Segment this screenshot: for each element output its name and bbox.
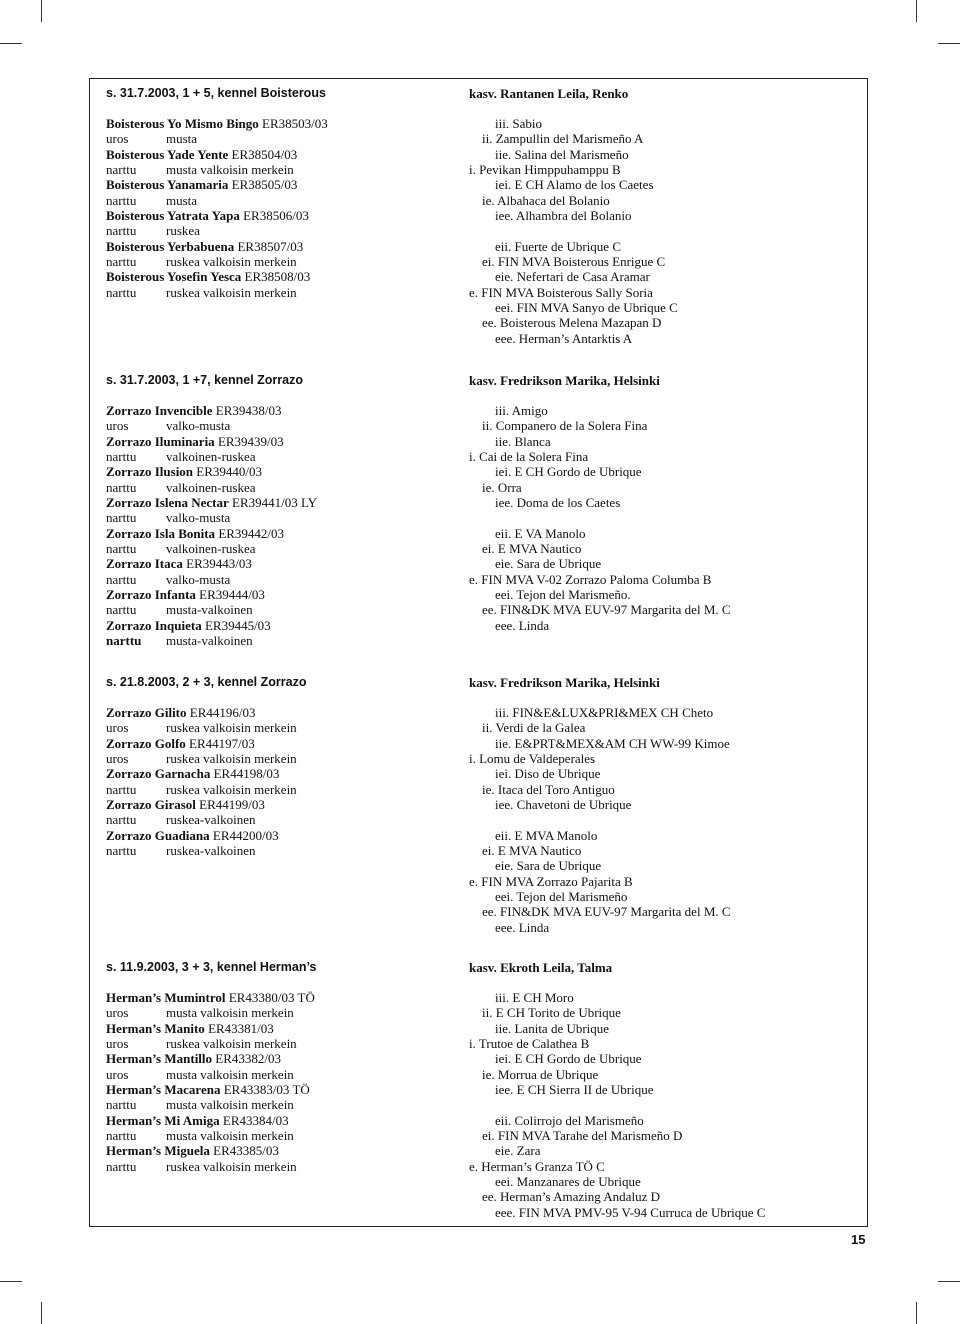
breeder-header: kasv. Ekroth Leila, Talma	[469, 960, 613, 975]
dog-registration: ER39444/03	[199, 587, 265, 603]
dog-sex: narttu	[106, 812, 137, 828]
dog-sex: narttu	[106, 541, 137, 557]
crop-mark	[938, 43, 960, 44]
pedigree-entry: ii. Verdi de la Galea	[469, 720, 586, 736]
dog-name-line	[106, 766, 461, 781]
dog-sex-color-line	[106, 285, 461, 300]
dog-name: Zorrazo Ilusion	[106, 464, 194, 480]
dog-registration: ER43382/03	[215, 1051, 282, 1067]
dog-sex: narttu	[106, 1158, 137, 1174]
pedigree-column	[469, 960, 864, 1220]
dog-sex: narttu	[106, 843, 137, 859]
dog-name-line	[106, 828, 461, 843]
pedigree-entry: ei. FIN MVA Boisterous Enrigue C	[469, 254, 666, 270]
dog-color: valkoinen-ruskea	[166, 449, 256, 465]
dog-registration: ER44200/03	[212, 827, 279, 843]
dog-color: musta valkoisin merkein	[166, 1097, 294, 1113]
dog-registration: ER38505/03	[231, 177, 298, 193]
dog-name: Zorrazo Guadiana	[106, 827, 210, 843]
litter-header: s. 21.8.2003, 2 + 3, kennel Zorrazo	[106, 675, 307, 689]
pedigree-entry: eei. Tejon del Marismeño	[469, 889, 628, 905]
pedigree-entry: ie. Orra	[469, 479, 522, 495]
dog-sex: uros	[106, 1005, 129, 1021]
dog-name: Boisterous Yatrata Yapa	[106, 208, 240, 224]
dog-registration: ER38507/03	[237, 238, 304, 254]
dog-name-line	[106, 618, 461, 633]
dog-name-line	[106, 116, 461, 131]
dog-name-line	[106, 208, 461, 223]
dog-name: Boisterous Yerbabuena	[106, 238, 235, 254]
dog-name-line	[106, 705, 461, 720]
pedigree-entry: i. Lomu de Valdeperales	[469, 751, 596, 767]
dog-name-line	[106, 239, 461, 254]
dog-sex-color-line	[106, 162, 461, 177]
dog-sex: narttu	[106, 479, 137, 495]
dog-name: Herman’s Miguela	[106, 1143, 210, 1159]
dog-registration: ER38508/03	[244, 269, 311, 285]
dog-color: ruskea valkoisin merkein	[166, 254, 297, 270]
dog-name-line	[106, 1082, 461, 1097]
dog-name-line	[106, 1113, 461, 1128]
dog-sex: uros	[106, 751, 129, 767]
pedigree-entry: ie. Albahaca del Bolanio	[469, 192, 610, 208]
pedigree-column	[469, 373, 864, 633]
pedigree-entry: i. Trutoe de Calathea B	[469, 1036, 590, 1052]
dog-sex-color-line	[106, 254, 461, 269]
crop-mark	[916, 1302, 917, 1324]
dog-color: ruskea-valkoinen	[166, 843, 256, 859]
dog-sex-color-line	[106, 782, 461, 797]
pedigree-entry: iii. FIN&E&LUX&PRI&MEX CH Cheto	[469, 705, 714, 720]
pedigree-entry: iee. Chavetoni de Ubrique	[469, 797, 632, 813]
dog-registration: ER44197/03	[189, 735, 255, 751]
dog-name-line	[106, 147, 461, 162]
dog-sex-color-line	[106, 1067, 461, 1082]
dog-name: Zorrazo Garnacha	[106, 766, 211, 782]
dog-sex: narttu	[106, 571, 137, 587]
pedigree-entry: iie. E&PRT&MEX&AM CH WW-99 Kimoe	[469, 735, 730, 751]
pedigree-entry: ee. Boisterous Melena Mazapan D	[469, 315, 662, 331]
litter-dogs-column	[106, 373, 461, 649]
dog-name: Zorrazo Itaca	[106, 556, 183, 572]
dog-color: valkoinen-ruskea	[166, 479, 256, 495]
dog-name: Herman’s Mi Amiga	[106, 1112, 220, 1128]
dog-registration: ER43385/03	[213, 1143, 279, 1159]
dog-color: musta valkoisin merkein	[166, 1128, 294, 1144]
dog-name: Zorrazo Isla Bonita	[106, 525, 216, 541]
dog-color: musta-valkoinen	[166, 633, 253, 649]
pedigree-entry: ei. FIN MVA Tarahe del Marismeño D	[469, 1128, 683, 1144]
dog-color: ruskea valkoisin merkein	[166, 1036, 297, 1052]
dog-registration: ER43380/03 TÖ	[228, 990, 315, 1005]
dog-name: Zorrazo Gilito	[106, 705, 187, 720]
dog-name: Boisterous Yo Mismo Bingo	[106, 116, 259, 131]
pedigree-entry: iee. Alhambra del Bolanio	[469, 208, 632, 224]
dog-sex: narttu	[106, 602, 137, 618]
dog-name: Zorrazo Inquieta	[106, 617, 202, 633]
dog-sex: narttu	[106, 284, 137, 300]
dog-name-line	[106, 434, 461, 449]
litter-header: s. 11.9.2003, 3 + 3, kennel Herman’s	[106, 960, 317, 974]
dog-color: musta valkoisin merkein	[166, 1005, 294, 1021]
dog-sex-color-line	[106, 510, 461, 525]
dog-sex-color-line	[106, 720, 461, 735]
dog-name-line	[106, 403, 461, 418]
dog-sex-color-line	[106, 1097, 461, 1112]
pedigree-entry: eee. Linda	[469, 919, 550, 935]
dog-registration: ER43381/03	[208, 1020, 274, 1036]
dog-sex-color-line	[106, 1036, 461, 1051]
dog-name-line	[106, 556, 461, 571]
dog-sex-color-line	[106, 480, 461, 495]
pedigree-entry: iie. Salina del Marismeño	[469, 146, 629, 162]
breeder-header: kasv. Fredrikson Marika, Helsinki	[469, 373, 660, 388]
dog-registration: ER43384/03	[222, 1112, 289, 1128]
dog-registration: ER38503/03	[262, 116, 328, 131]
pedigree-entry: iee. E CH Sierra II de Ubrique	[469, 1082, 654, 1098]
crop-mark	[41, 0, 42, 22]
dog-color: valko-musta	[166, 510, 231, 526]
dog-sex: uros	[106, 418, 129, 434]
dog-sex-color-line	[106, 131, 461, 146]
dog-name-line	[106, 177, 461, 192]
pedigree-entry: eii. E MVA Manolo	[469, 827, 598, 843]
dog-color: musta-valkoinen	[166, 602, 253, 618]
dog-sex-color-line	[106, 843, 461, 858]
dog-name-line	[106, 526, 461, 541]
pedigree-entry: e. FIN MVA V-02 Zorrazo Paloma Columba B	[469, 571, 712, 587]
pedigree-entry: eii. Colirrojo del Marismeño	[469, 1112, 644, 1128]
dog-name-line	[106, 269, 461, 284]
dog-color: ruskea valkoisin merkein	[166, 720, 297, 736]
pedigree-entry: eee. Linda	[469, 617, 550, 633]
breeder-header: kasv. Rantanen Leila, Renko	[469, 86, 629, 101]
dog-color: ruskea	[166, 223, 200, 239]
page-number: 15	[851, 1232, 866, 1247]
pedigree-entry: eei. FIN MVA Sanyo de Ubrique C	[469, 300, 678, 316]
dog-color: valko-musta	[166, 571, 231, 587]
pedigree-entry: ei. E MVA Nautico	[469, 843, 582, 859]
dog-registration: ER43383/03 TÖ	[223, 1082, 310, 1098]
dog-sex: uros	[106, 131, 129, 147]
pedigree-entry: iii. E CH Moro	[469, 990, 574, 1005]
pedigree-entry: eie. Nefertari de Casa Aramar	[469, 269, 650, 285]
pedigree-column	[469, 86, 864, 346]
pedigree-entry: iei. E CH Gordo de Ubrique	[469, 464, 642, 480]
pedigree-entry: iii. Amigo	[469, 403, 548, 418]
dog-name: Zorrazo Iluminaria	[106, 433, 215, 449]
litter-header: s. 31.7.2003, 1 + 5, kennel Boisterous	[106, 86, 326, 100]
dog-sex-color-line	[106, 223, 461, 238]
pedigree-entry: i. Cai de la Solera Fina	[469, 449, 589, 465]
dog-color: ruskea valkoisin merkein	[166, 284, 297, 300]
dog-name-line	[106, 990, 461, 1005]
dog-sex-color-line	[106, 1159, 461, 1174]
dog-sex: narttu	[106, 223, 137, 239]
dog-color: valko-musta	[166, 418, 231, 434]
dog-color: musta valkoisin merkein	[166, 162, 294, 178]
litter-dogs-column	[106, 86, 461, 300]
pedigree-entry: eii. E VA Manolo	[469, 525, 586, 541]
dog-name-line	[106, 1021, 461, 1036]
dog-color: musta	[166, 192, 198, 208]
dog-name: Boisterous Yosefin Yesca	[106, 269, 242, 285]
dog-sex: narttu	[106, 192, 137, 208]
dog-registration: ER39438/03	[215, 403, 282, 418]
pedigree-entry: ee. FIN&DK MVA EUV-97 Margarita del M. C	[469, 602, 731, 618]
dog-sex-color-line	[106, 193, 461, 208]
dog-name-line	[106, 1143, 461, 1158]
dog-sex-color-line	[106, 541, 461, 556]
dog-sex: narttu	[106, 633, 142, 649]
dog-sex: uros	[106, 720, 129, 736]
dog-name: Herman’s Mantillo	[106, 1051, 213, 1067]
dog-name: Boisterous Yanamaria	[106, 177, 229, 193]
dog-color: ruskea valkoisin merkein	[166, 751, 297, 767]
litter-dogs-column	[106, 675, 461, 858]
dog-sex-color-line	[106, 449, 461, 464]
dog-registration: ER39443/03	[186, 556, 252, 572]
pedigree-entry: ei. E MVA Nautico	[469, 541, 582, 557]
dog-color: musta	[166, 131, 198, 147]
litter-dogs-column	[106, 960, 461, 1174]
dog-sex-color-line	[106, 1128, 461, 1143]
pedigree-entry: ie. Morrua de Ubrique	[469, 1066, 599, 1082]
dog-sex: narttu	[106, 449, 137, 465]
dog-name: Zorrazo Infanta	[106, 587, 196, 603]
crop-mark	[0, 43, 22, 44]
pedigree-entry: ie. Itaca del Toro Antiguo	[469, 781, 615, 797]
dog-registration: ER39440/03	[196, 464, 263, 480]
dog-sex: uros	[106, 1036, 129, 1052]
pedigree-entry: iei. E CH Alamo de los Caetes	[469, 177, 654, 193]
pedigree-entry: iii. Sabio	[469, 116, 542, 131]
dog-sex: narttu	[106, 1128, 137, 1144]
breeder-header: kasv. Fredrikson Marika, Helsinki	[469, 675, 660, 690]
dog-sex: uros	[106, 1066, 129, 1082]
pedigree-column	[469, 675, 864, 935]
dog-name-line	[106, 587, 461, 602]
crop-mark	[938, 1281, 960, 1282]
dog-sex-color-line	[106, 633, 461, 648]
dog-name: Herman’s Manito	[106, 1020, 205, 1036]
dog-sex: narttu	[106, 781, 137, 797]
dog-name-line	[106, 797, 461, 812]
dog-color: ruskea-valkoinen	[166, 812, 256, 828]
dog-name-line	[106, 495, 461, 510]
dog-sex: narttu	[106, 254, 137, 270]
pedigree-entry: ii. Zampullin del Marismeño A	[469, 131, 644, 147]
dog-sex-color-line	[106, 812, 461, 827]
pedigree-entry: iei. E CH Gordo de Ubrique	[469, 1051, 642, 1067]
pedigree-entry: eii. Fuerte de Ubrique C	[469, 238, 621, 254]
dog-registration: ER39441/03 LY	[232, 495, 318, 511]
pedigree-entry: eei. Manzanares de Ubrique	[469, 1174, 641, 1190]
pedigree-entry: eei. Tejon del Marismeño.	[469, 587, 631, 603]
litter-header: s. 31.7.2003, 1 +7, kennel Zorrazo	[106, 373, 303, 387]
pedigree-entry: ee. FIN&DK MVA EUV-97 Margarita del M. C	[469, 904, 731, 920]
dog-name: Herman’s Mumintrol	[106, 990, 226, 1005]
dog-color: valkoinen-ruskea	[166, 541, 256, 557]
pedigree-entry: e. Herman’s Granza TÖ C	[469, 1158, 605, 1174]
dog-sex: narttu	[106, 510, 137, 526]
dog-name: Zorrazo Islena Nectar	[106, 495, 229, 511]
dog-name-line	[106, 1051, 461, 1066]
dog-registration: ER39445/03	[204, 617, 271, 633]
dog-color: ruskea valkoisin merkein	[166, 1158, 297, 1174]
dog-sex: narttu	[106, 1097, 137, 1113]
pedigree-entry: ii. E CH Torito de Ubrique	[469, 1005, 621, 1021]
crop-mark	[41, 1302, 42, 1324]
dog-name-line	[106, 464, 461, 479]
dog-sex-color-line	[106, 418, 461, 433]
dog-sex: narttu	[106, 162, 137, 178]
dog-name: Zorrazo Girasol	[106, 797, 196, 813]
dog-name: Herman’s Macarena	[106, 1082, 221, 1098]
dog-color: ruskea valkoisin merkein	[166, 781, 297, 797]
dog-registration: ER39439/03	[217, 433, 284, 449]
dog-name-line	[106, 736, 461, 751]
pedigree-entry: i. Pevikan Himppuhamppu B	[469, 162, 621, 178]
pedigree-entry: eee. FIN MVA PMV-95 V-94 Curruca de Ubrique C	[469, 1204, 766, 1220]
page-frame	[89, 78, 868, 1227]
crop-mark	[0, 1281, 22, 1282]
pedigree-entry: iie. Blanca	[469, 433, 551, 449]
pedigree-entry: eie. Sara de Ubrique	[469, 556, 602, 572]
crop-mark	[916, 0, 917, 22]
dog-name: Zorrazo Golfo	[106, 735, 186, 751]
dog-registration: ER38506/03	[243, 208, 309, 224]
dog-registration: ER38504/03	[231, 146, 298, 162]
dog-registration: ER39442/03	[218, 525, 285, 541]
dog-name: Boisterous Yade Yente	[106, 146, 229, 162]
pedigree-entry: eee. Herman’s Antarktis A	[469, 330, 633, 346]
pedigree-entry: eie. Zara	[469, 1143, 541, 1159]
pedigree-entry: ii. Companero de la Solera Fina	[469, 418, 648, 434]
dog-sex-color-line	[106, 751, 461, 766]
dog-sex-color-line	[106, 602, 461, 617]
pedigree-entry: iee. Doma de los Caetes	[469, 495, 621, 511]
dog-registration: ER44196/03	[189, 705, 256, 720]
dog-registration: ER44198/03	[213, 766, 280, 782]
dog-sex-color-line	[106, 572, 461, 587]
pedigree-entry: eie. Sara de Ubrique	[469, 858, 602, 874]
dog-color: musta valkoisin merkein	[166, 1066, 294, 1082]
pedigree-entry: iei. Diso de Ubrique	[469, 766, 601, 782]
pedigree-entry: e. FIN MVA Boisterous Sally Soria	[469, 284, 653, 300]
pedigree-entry: e. FIN MVA Zorrazo Pajarita B	[469, 873, 633, 889]
dog-sex-color-line	[106, 1005, 461, 1020]
pedigree-entry: ee. Herman’s Amazing Andaluz D	[469, 1189, 660, 1205]
dog-registration: ER44199/03	[199, 797, 265, 813]
pedigree-entry: iie. Lanita de Ubrique	[469, 1020, 610, 1036]
dog-name: Zorrazo Invencible	[106, 403, 213, 418]
